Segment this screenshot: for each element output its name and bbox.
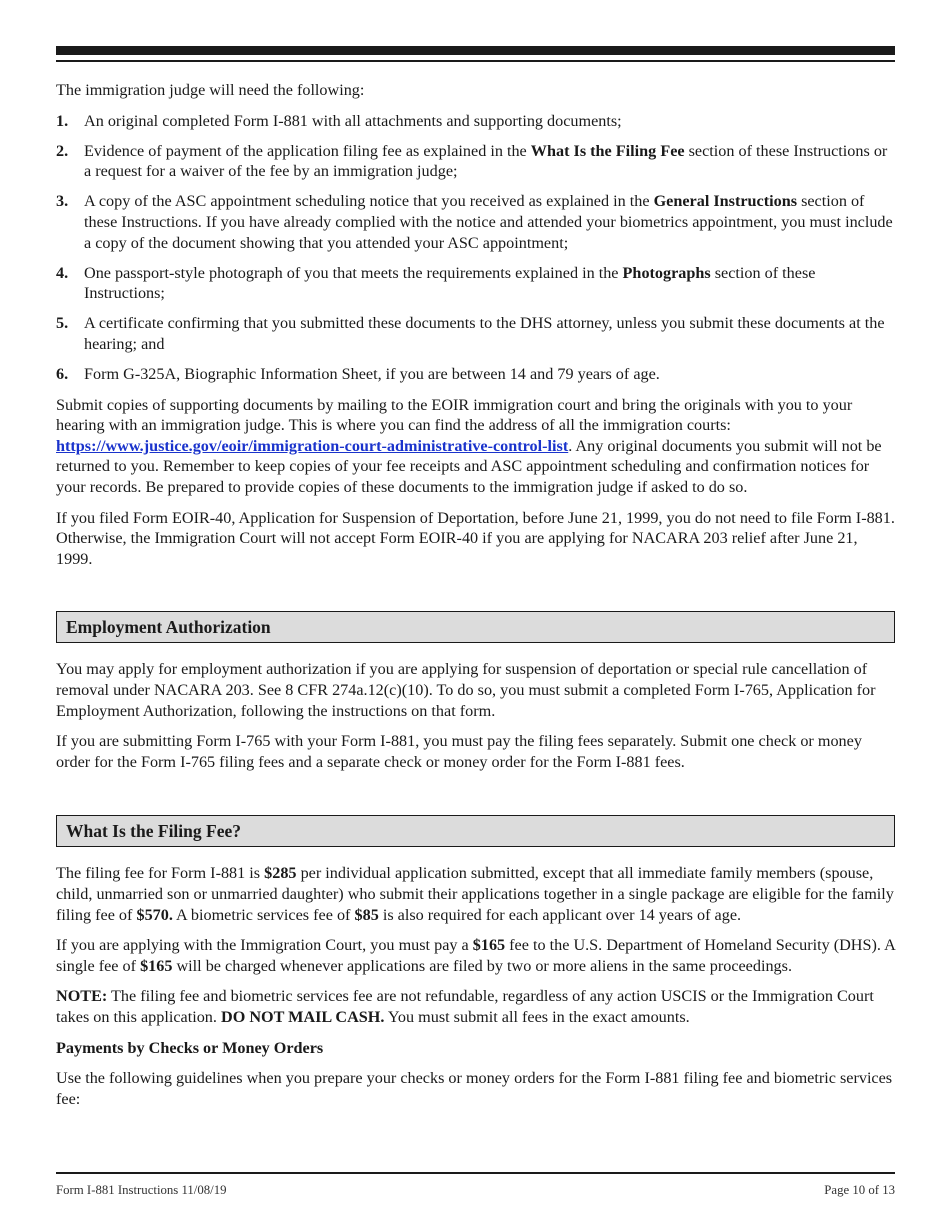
filing-fee-paragraph-2: If you are applying with the Immigration Court, you must pay a $165 fee to the U.S. Department of Homeland Security (DHS). A single fee of $165 will be charged whenever applications are filed by two or more aliens in the same proceedings. xyxy=(56,936,895,975)
footer-rule xyxy=(56,1172,895,1174)
list-item: 1. An original completed Form I-881 with all attachments and supporting documents; xyxy=(56,111,622,130)
immigration-courts-link[interactable]: https://www.justice.gov/eoir/immigration-court-administrative-control-list xyxy=(56,436,569,455)
employment-authorization-header: Employment Authorization xyxy=(56,611,895,643)
employment-paragraph-2: If you are submitting Form I-765 with your Form I-881, you must pay the filing fees separately. Submit one check or money order for the Form I-765 filing fees and a separate check or money order for the Form I-881 fees. xyxy=(56,732,862,771)
list-item: 5. A certificate confirming that you submitted these documents to the DHS attorney, unless you submit these documents at the hearing; and xyxy=(56,314,885,353)
submit-documents-paragraph: Submit copies of supporting documents by mailing to the EOIR immigration court and bring the originals with you to your hearing with an immigration judge. This is where you can find the address of all the immigration courts: https://www.justice.gov/eoir/immigration-court-administrative-control-list. Any original documents you submit will not be returned to you. Remember to keep copies of your fee receipts and ASC appointment scheduling and confirmation notices for your records. Be prepared to provide copies of these documents to the immigration judge if asked to do so. xyxy=(56,395,882,496)
eoir-40-paragraph: If you filed Form EOIR-40, Application for Suspension of Deportation, before June 21, 1999, you do not need to file Form I-881. Otherwise, the Immigration Court will not accept Form EOIR-40 if you are applying for NACARA 203 relief after June 21, 1999. xyxy=(56,508,895,568)
filing-fee-paragraph-1: The filing fee for Form I-881 is $285 per individual application submitted, except that all immediate family members (spouse, child, unmarried son or unmarried daughter) who submit their applications together in a single package are eligible for the family filing fee of $570. A biometric services fee of $85 is also required for each applicant over 14 years of age. xyxy=(56,864,894,924)
list-item: 6. Form G-325A, Biographic Information Sheet, if you are between 14 and 79 years of age. xyxy=(56,365,660,384)
header-rule-thin xyxy=(56,60,895,62)
requirements-list xyxy=(56,111,895,385)
payments-subheading: Payments by Checks or Money Orders xyxy=(56,1038,324,1057)
intro-text: The immigration judge will need the following: xyxy=(56,81,365,99)
list-item: 3. A copy of the ASC appointment scheduling notice that you received as explained in the General Instructions section of these Instructions. If you have already complied with the notice and attended your biometrics appointment, you must include a copy of the document showing that you attended your ASC appointment; xyxy=(56,192,893,252)
form-edition: Form I-881 Instructions 11/08/19 xyxy=(56,1183,227,1197)
list-item: 2. Evidence of payment of the application filing fee as explained in the What Is the Filing Fee section of these Instructions or a request for a waiver of the fee by an immigration judge; xyxy=(56,141,888,181)
employment-paragraph-1: You may apply for employment authorization if you are applying for suspension of deportation or special rule cancellation of removal under NACARA 203. See 8 CFR 274a.12(c)(10). To do so, you must submit a completed Form I-765, Application for Employment Authorization, following the instructions on that form. xyxy=(56,660,876,720)
payments-paragraph: Use the following guidelines when you prepare your checks or money orders for the Form I-881 filing fee and biometric services fee: xyxy=(56,1069,893,1108)
page-content xyxy=(56,80,895,1119)
filing-fee-header: What Is the Filing Fee? xyxy=(56,815,895,847)
header-rule-thick xyxy=(56,46,895,55)
list-item: 4. One passport-style photograph of you that meets the requirements explained in the Photographs section of these Instructions; xyxy=(56,263,816,303)
filing-fee-note: NOTE: The filing fee and biometric services fee are not refundable, regardless of any action USCIS or the Immigration Court takes on this application. DO NOT MAIL CASH. You must submit all fees in the exact amounts. xyxy=(56,987,874,1026)
page-number: Page 10 of 13 xyxy=(824,1183,895,1197)
